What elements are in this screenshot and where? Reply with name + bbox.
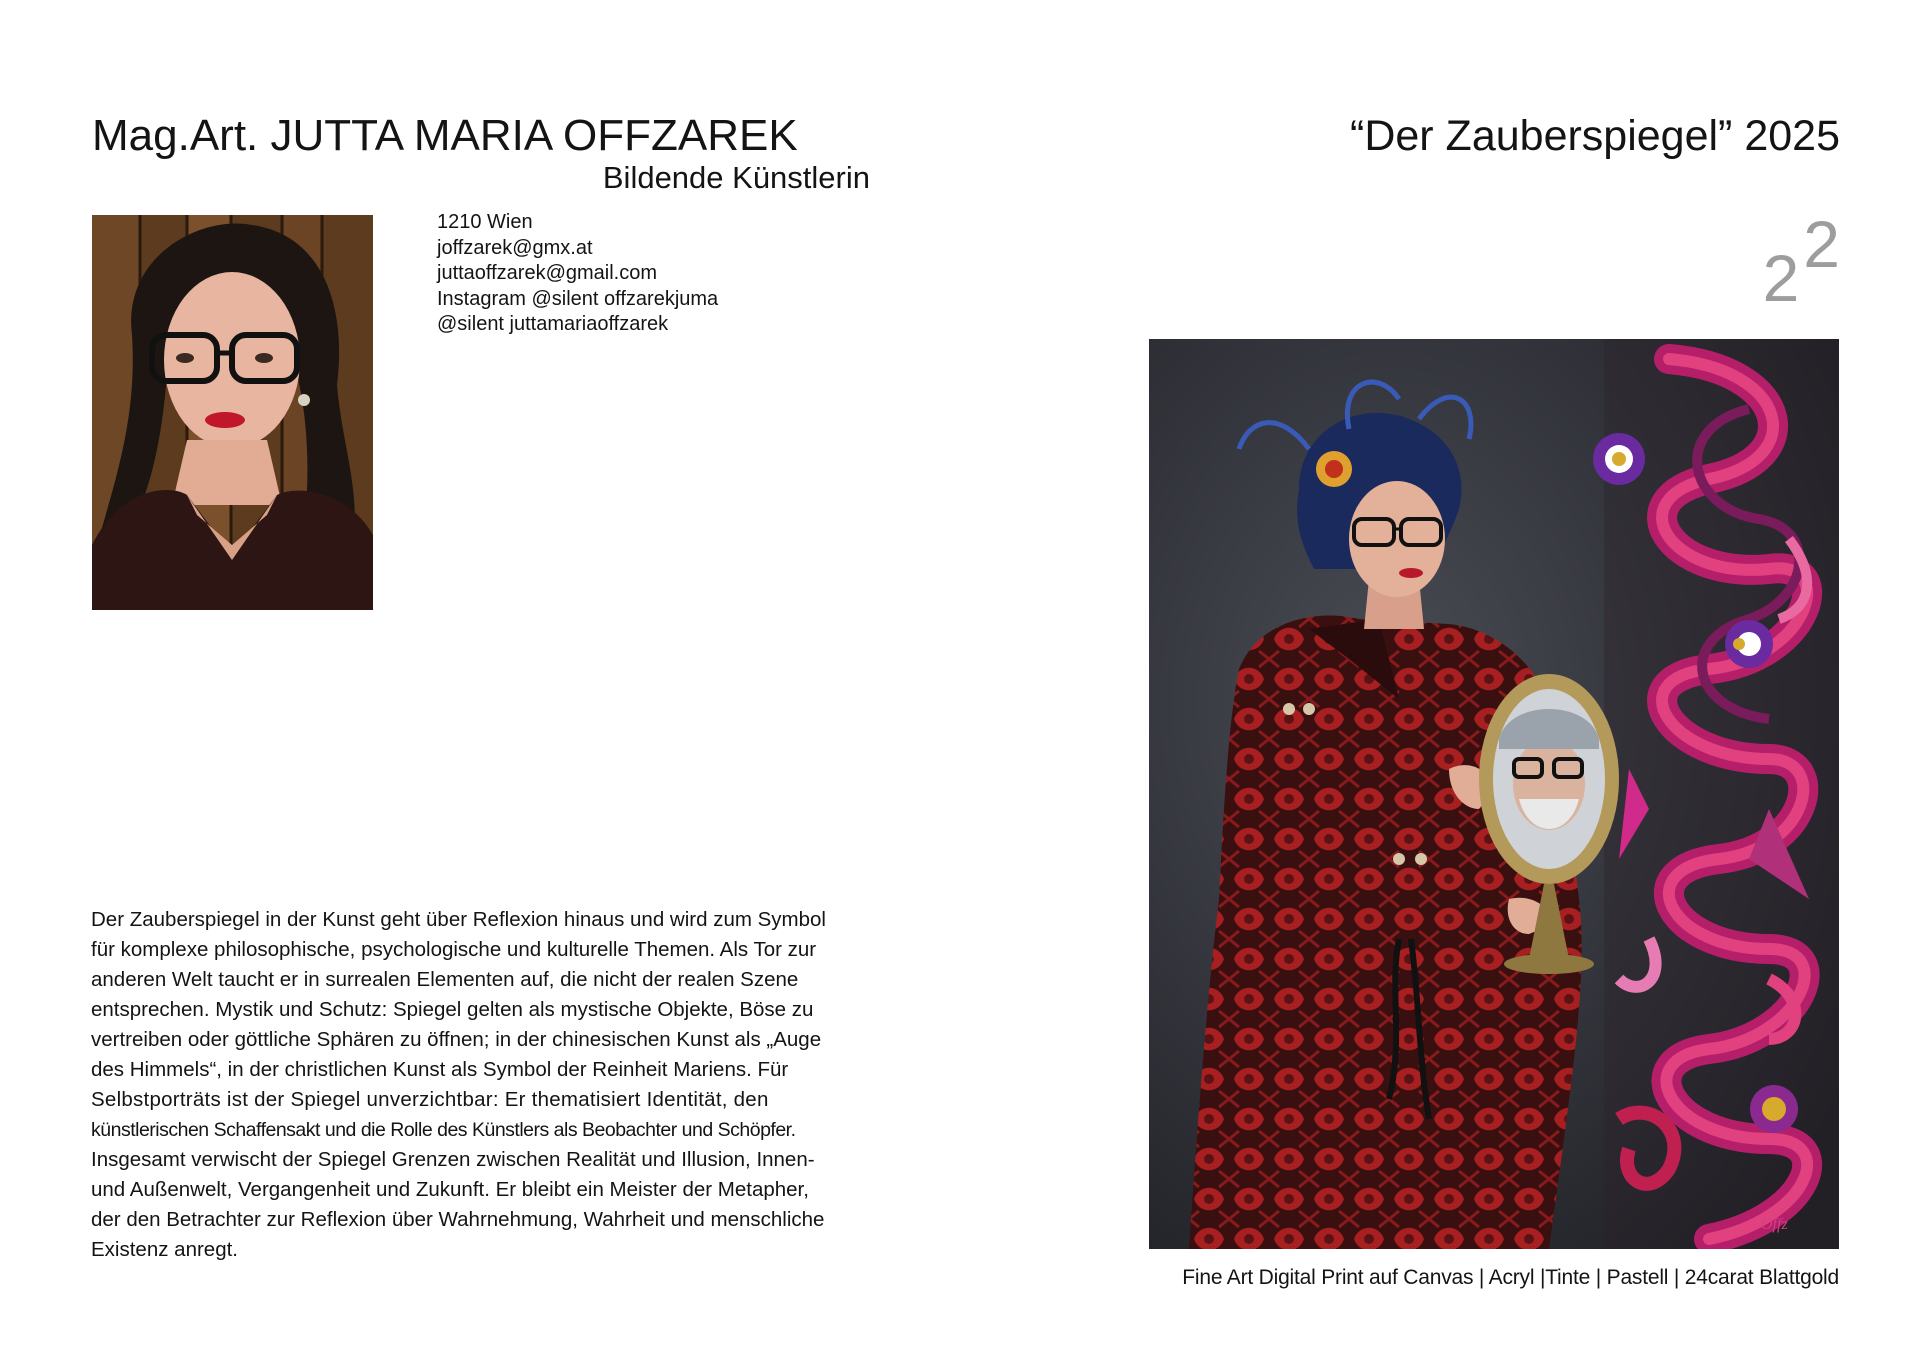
ornament-band [1593, 339, 1839, 1249]
contact-email-gmail[interactable]: juttaoffzarek@gmail.com [437, 262, 658, 284]
svg-text:Offz: Offz [1761, 1216, 1788, 1233]
artwork-caption: Fine Art Digital Print auf Canvas | Acryl |Tinte | Pastell | 24carat Blattgold [1182, 1266, 1839, 1289]
contact-block [437, 210, 857, 338]
description-text [91, 905, 876, 1265]
artist-name: Mag.Art. JUTTA MARIA OFFZAREK [92, 111, 798, 160]
page-number-digit: 2 [1803, 207, 1840, 281]
description-line: des Himmels“, in der christlichen Kunst als Symbol der Reinheit Mariens. Für [91, 1058, 789, 1081]
page-number-digit: 2 [1762, 241, 1800, 315]
description-line: künstlerischen Schaffensakt und die Rolle des Künstlers als Beobachter und Schöpfer. [91, 1119, 796, 1141]
contact-email-gmx[interactable]: joffzarek@gmx.at [437, 236, 593, 259]
description-line: entsprechen. Mystik und Schutz: Spiegel gelten als mystische Objekte, Böse zu [91, 998, 814, 1021]
description-line: Existenz anregt. [91, 1238, 238, 1261]
artwork-image [1149, 339, 1839, 1249]
description-line: der den Betrachter zur Reflexion über Wahrnehmung, Wahrheit und menschliche [91, 1208, 825, 1231]
description-line: und Außenwelt, Vergangenheit und Zukunft. Er bleibt ein Meister der Metapher, [91, 1178, 809, 1201]
contact-address: 1210 Wien [437, 211, 533, 233]
description-line: anderen Welt taucht er in surrealen Elementen auf, die nicht der realen Szene [91, 968, 799, 991]
description-line: vertreiben oder göttliche Sphären zu öffnen; in der chinesischen Kunst als „Auge [91, 1028, 822, 1051]
description-line: für komplexe philosophische, psychologische und kulturelle Themen. Als Tor zur [91, 938, 817, 961]
contact-instagram-2[interactable]: @silent juttamariaoffzarek [437, 313, 669, 335]
description-line: Selbstporträts ist der Spiegel unverzichtbar: Er thematisiert Identität, den [91, 1088, 769, 1111]
artist-portrait-photo [92, 215, 373, 610]
description-line: Der Zauberspiegel in der Kunst geht über Reflexion hinaus und wird zum Symbol [91, 908, 826, 931]
page-number [1620, 207, 1840, 315]
contact-instagram-1[interactable]: Instagram @silent offzarekjuma [437, 287, 719, 310]
artist-role: Bildende Künstlerin [602, 160, 870, 195]
description-line: Insgesamt verwischt der Spiegel Grenzen zwischen Realität und Illusion, Innen- [91, 1148, 815, 1171]
work-title: “Der Zauberspiegel” 2025 [1350, 112, 1840, 160]
